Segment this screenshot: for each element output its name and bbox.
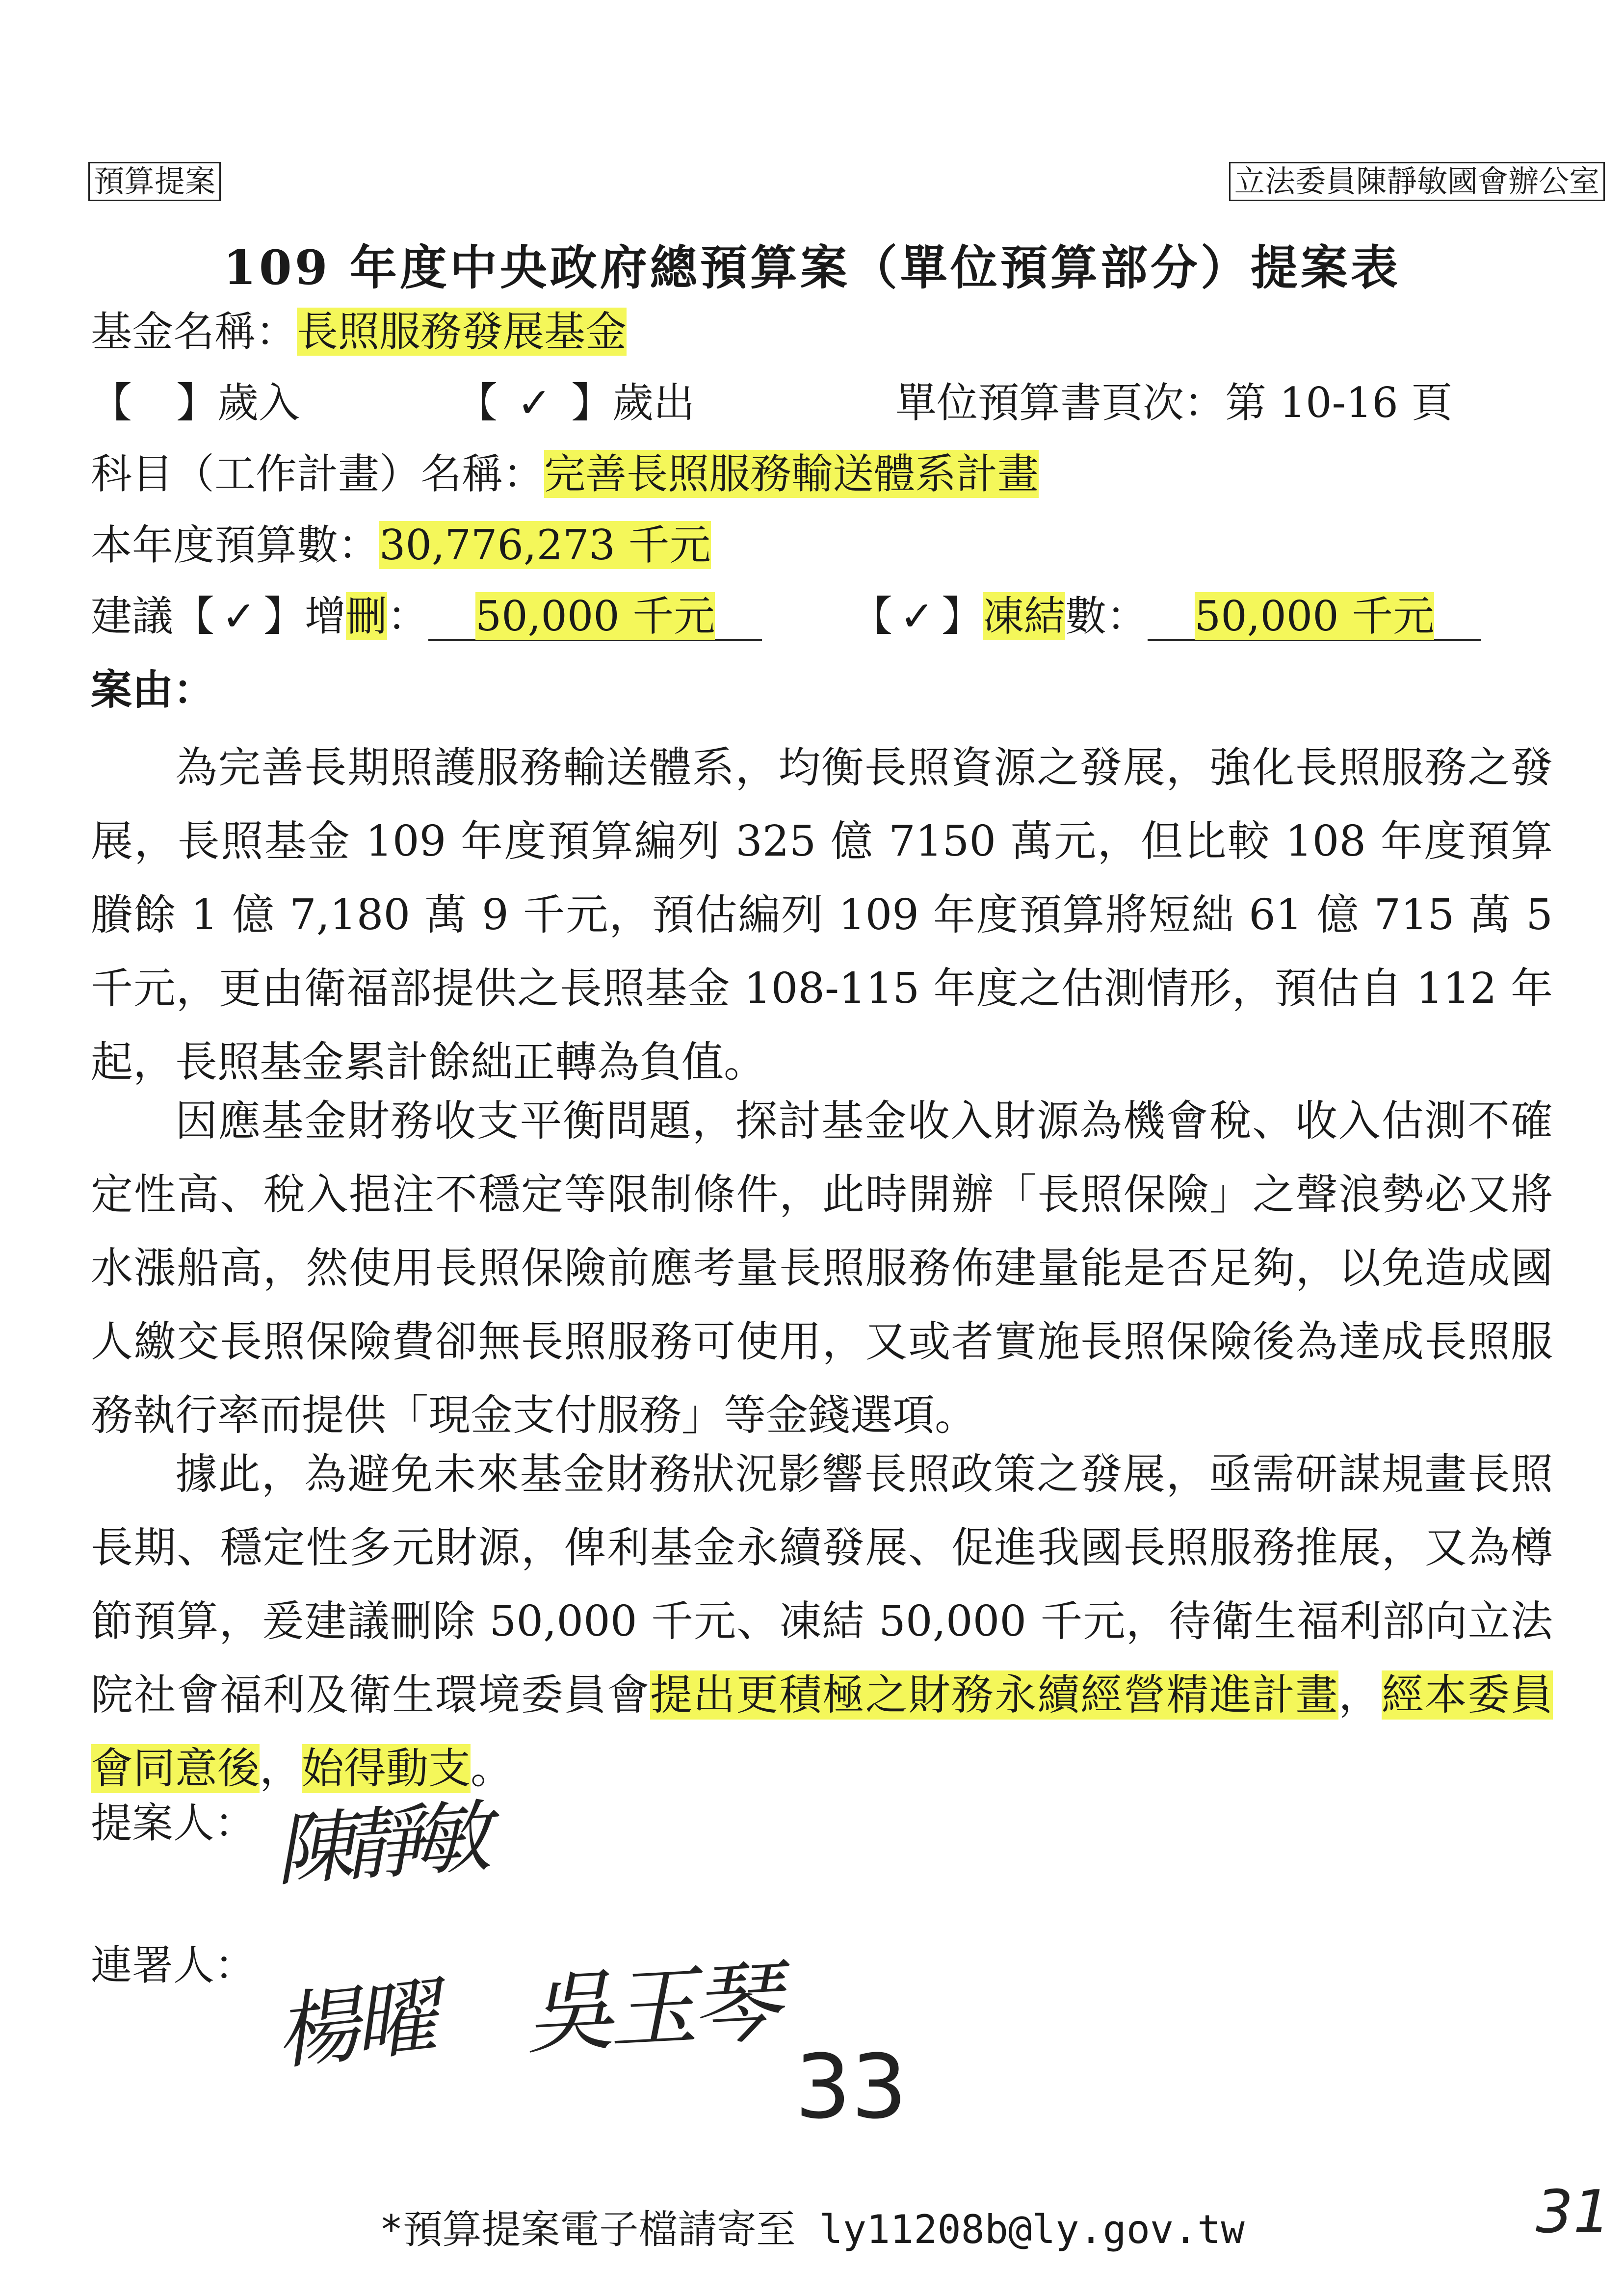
suggest-label: 建議 [91, 592, 174, 640]
page-reference: 單位預算書頁次：第 10-16 頁 [895, 379, 1453, 427]
proposer-signature: 陳靜敏 [272, 1791, 484, 1897]
budget-value: 30,776,273 千元 [379, 521, 711, 569]
paragraph-3-text-c: ， [260, 1744, 302, 1793]
delete-label: 刪 [346, 592, 388, 640]
expense-bracket-close: 】歲出 [571, 379, 695, 427]
subject-value: 完善長照服務輸送體系計畫 [544, 450, 1039, 498]
increase-label: 增 [305, 592, 346, 640]
expense-option [456, 380, 695, 425]
subject-label: 科目（工作計畫）名稱： [91, 450, 545, 498]
paragraph-3-highlight-3: 始得動支 [302, 1744, 471, 1793]
paragraph-3-highlight-1: 提出更積極之財務永續經營精進計畫 [650, 1670, 1339, 1720]
suggest-bracket-open-2: 【 [851, 592, 893, 640]
cosigner-label: 連署人： [91, 1941, 256, 1989]
delete-colon: ： [387, 592, 429, 640]
paragraph-3-text-a: 據此，為避免未來基金財務狀況影響長照政策之發展，亟需研謀規畫長照長期、穩定性多元財源，俾利基金永續發展、促進我國長照服務推展，又為樽節預算，爰建議刪除 50,000 千元、凍結 50,000 千元，待衛生福利部向立法院社會福利及衛生環境委員會 [91, 1450, 1553, 1720]
income-bracket-open: 【 [91, 379, 132, 427]
suggest-bracket-close-2: 】 [942, 592, 983, 640]
page-title: 109 年度中央政府總預算案（單位預算部分）提案表 [223, 240, 1401, 295]
handwritten-number: 33 [795, 2036, 908, 2139]
type-line [91, 380, 300, 425]
fund-value: 長照服務發展基金 [297, 308, 627, 356]
budget-proposal-tag: 預算提案 [88, 162, 221, 201]
income-bracket-close: 】歲入 [176, 379, 300, 427]
freeze-amount-field [1148, 594, 1481, 641]
suggest-bracket-close-1: 】 [263, 592, 305, 640]
freeze-label: 凍結 [983, 592, 1066, 640]
cosigner-signature-2: 吳玉琴 [523, 1951, 778, 2067]
freeze-suffix: 數： [1065, 592, 1148, 640]
subject-line [91, 451, 1039, 496]
office-tag: 立法委員陳靜敏國會辦公室 [1229, 162, 1605, 201]
budget-label: 本年度預算數： [91, 521, 380, 569]
freeze-amount: 50,000 千元 [1194, 592, 1435, 640]
expense-check: ✓ [517, 379, 552, 427]
delete-amount-field [428, 594, 762, 641]
proposer-label: 提案人： [91, 1799, 256, 1847]
delete-amount: 50,000 千元 [475, 592, 715, 640]
suggest-line [91, 594, 762, 641]
expense-bracket-open: 【 [456, 379, 498, 427]
suggest-bracket-open-1: 【 [173, 592, 215, 640]
page-number: 31 [1536, 2178, 1611, 2246]
footer-note: *預算提案電子檔請寄至 ly11208b@ly.gov.tw [379, 2207, 1245, 2252]
freeze-option [851, 594, 1481, 641]
paragraph-3-text-b: ， [1338, 1670, 1382, 1720]
budget-line [91, 522, 711, 568]
paragraph-2: 因應基金財務收支平衡問題，探討基金收入財源為機會稅、收入估測不確定性高、稅入挹注不穩定等限制條件，此時開辦「長照保險」之聲浪勢必又將水漲船高，然使用長照保險前應考量長照服務佈建量能是否足夠，以免造成國人繳交長照保險費卻無長照服務可使用，又或者實施長照保險後為達成長照服務執行率而提供「現金支付服務」等金錢選項。 [91, 1096, 1553, 1440]
paragraph-3-highlight-2: 經本委員會同意後 [91, 1670, 1553, 1793]
suggest-check-1: ✓ [221, 592, 257, 640]
reason-label: 案由： [91, 665, 215, 714]
suggest-check-2: ✓ [899, 592, 935, 640]
fund-label: 基金名稱： [91, 308, 297, 356]
paragraph-1: 為完善長期照護服務輸送體系，均衡長照資源之發展，強化長照服務之發展，長照基金 109 年度預算編列 325 億 7150 萬元，但比較 108 年度預算賸餘 1 億 7,180 萬 9 千元，預估編列 109 年度預算將短絀 61 億 715 萬 5 千元，更由衛福部提供之長照基金 108-115 年度之估測情形，預估自 112 年起，長照基金累計餘絀正轉為負值。 [91, 743, 1553, 1087]
paragraph-3-text-d: 。 [471, 1744, 513, 1793]
paragraph-3 [91, 1437, 1553, 1805]
cosigner-signature-1: 楊曜 [271, 1968, 438, 2082]
fund-line [91, 309, 627, 354]
